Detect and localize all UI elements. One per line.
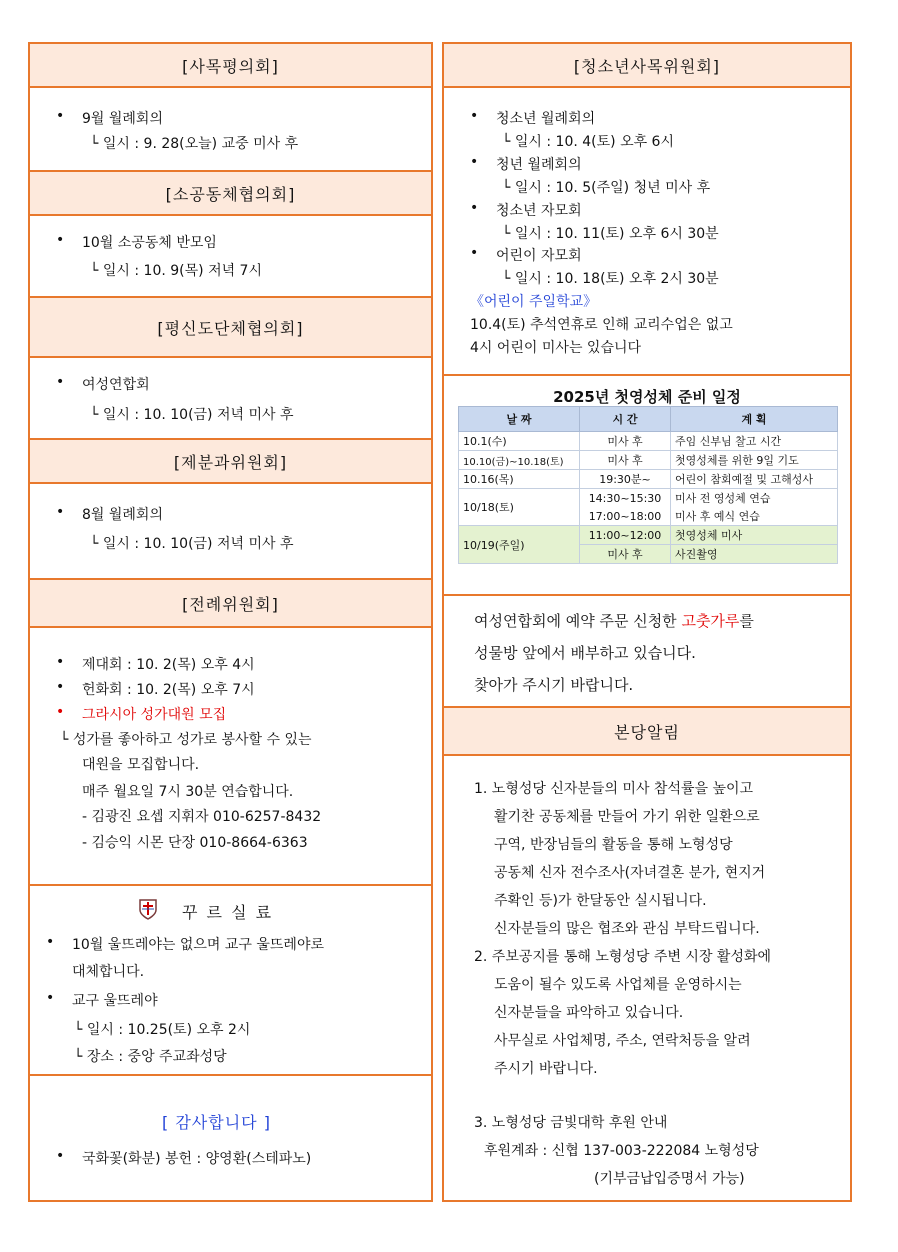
table-cell: 미사 후	[580, 451, 671, 470]
list-item: • 국화꽃(화분) 봉헌 : 양영환(스테파노)	[82, 1148, 311, 1168]
notice-text-part: 여성연합회에 예약 주문 신청한	[474, 612, 682, 630]
list-item: • 제대회 : 10. 2(목) 오후 4시	[82, 654, 255, 674]
section-header-liturgy	[30, 578, 431, 628]
notice-text: 찾아가 주시기 바랍니다.	[474, 676, 634, 694]
table-row	[459, 451, 838, 470]
notice-text	[474, 610, 754, 631]
list-item: • 10월 소공동체 반모임	[82, 232, 217, 252]
notice-text: 구역, 반장님들의 활동을 통해 노형성당	[494, 837, 733, 853]
list-detail: └ 일시 : 10. 11(토) 오후 6시 30분	[502, 226, 719, 242]
table-cell: 미사 후	[580, 545, 671, 564]
section-header-youth-ministry	[444, 44, 850, 88]
notice-text: 1. 노형성당 신자분들의 미사 참석률을 높이고	[474, 781, 754, 797]
notice-text: 주확인 등)가 한달동안 실시됩니다.	[494, 893, 707, 909]
table-row	[459, 470, 838, 489]
divider	[444, 594, 850, 596]
section-title: [사목평의회]	[182, 56, 279, 76]
table-cell: 주임 신부님 찰고 시간	[671, 432, 838, 451]
list-item: • 여성연합회	[82, 374, 150, 394]
list-detail: └ 일시 : 10. 9(목) 저녁 7시	[90, 263, 262, 279]
notice-text: 10.4(토) 추석연휴로 인해 교리수업은 없고	[470, 317, 733, 333]
table-cell: 10.1(수)	[459, 432, 580, 451]
table-cell: 17:00~18:00	[580, 507, 671, 526]
list-detail: └ 일시 : 9. 28(오늘) 교중 미사 후	[90, 136, 299, 152]
table-row	[459, 432, 838, 451]
list-detail: └ 일시 : 10. 10(금) 저녁 미사 후	[90, 536, 294, 552]
list-detail: └ 일시 : 10. 10(금) 저녁 미사 후	[90, 407, 294, 423]
notice-text: 3. 노형성당 금빛대학 후원 안내	[474, 1115, 668, 1131]
list-item: • 9월 월례회의	[82, 108, 163, 128]
list-item: • 어린이 자모회	[496, 245, 582, 265]
table-row	[459, 526, 838, 545]
list-detail: └ 일시 : 10.25(토) 오후 2시	[74, 1022, 251, 1038]
table-header: 날 짜	[459, 407, 580, 432]
table-cell: 사진촬영	[671, 545, 838, 564]
section-title: 본당알림	[614, 722, 680, 742]
notice-text: (기부금납입증명서 가능)	[594, 1171, 745, 1187]
section-title: [청소년사목위원회]	[573, 56, 721, 76]
section-header-laity-council	[30, 296, 431, 358]
section-title: [ 감사합니다 ]	[162, 1113, 271, 1132]
table-cell: 미사 전 영성체 연습	[671, 489, 838, 508]
contact-line: - 김승익 시몬 단장 010-8664-6363	[82, 835, 308, 851]
table-cell: 10.16(목)	[459, 470, 580, 489]
schedule-title: 2025년 첫영성체 준비 일정	[553, 388, 741, 406]
section-header-small-community	[30, 170, 431, 216]
cursillo-header	[138, 898, 273, 924]
notice-text: 신자분들을 파악하고 있습니다.	[494, 1005, 684, 1021]
donation-account: 후원계좌 : 신협 137-003-222084 노형성당	[484, 1143, 759, 1159]
table-cell: 10/19(주일)	[459, 526, 580, 564]
section-header-pastoral-council	[30, 44, 431, 88]
list-item: • 청소년 월례회의	[496, 108, 595, 128]
section-title: 꾸 르 실 료	[182, 902, 274, 922]
table-cell: 19:30분~	[580, 470, 671, 489]
cursillo-emblem-icon	[138, 898, 158, 924]
section-title: [평신도단체협의회]	[157, 318, 304, 338]
section-header-subcommittee	[30, 438, 431, 484]
table-cell: 첫영성체 미사	[671, 526, 838, 545]
table-cell: 10.10(금)~10.18(토)	[459, 451, 580, 470]
notice-text-part: 를	[739, 612, 754, 630]
table-row	[459, 489, 838, 508]
notice-text: 공동체 신자 전수조사(자녀결혼 분가, 현지거	[494, 865, 766, 881]
table-cell: 첫영성체를 위한 9일 기도	[671, 451, 838, 470]
list-item: • 헌화회 : 10. 2(목) 오후 7시	[82, 679, 255, 699]
list-detail: └ 일시 : 10. 18(토) 오후 2시 30분	[502, 271, 719, 287]
table-cell: 11:00~12:00	[580, 526, 671, 545]
list-item: • 8월 월례회의	[82, 504, 163, 524]
divider	[30, 1074, 431, 1076]
table-header: 계 획	[671, 407, 838, 432]
notice-highlight: 고춧가루	[681, 612, 740, 630]
notice-text: 도움이 될수 있도록 사업체를 운영하시는	[494, 977, 742, 993]
list-detail: 대원을 모집합니다.	[82, 757, 200, 773]
table-cell: 10/18(토)	[459, 489, 580, 526]
table-cell: 14:30~15:30	[580, 489, 671, 508]
notice-text: 신자분들의 많은 협조와 관심 부탁드립니다.	[494, 921, 760, 937]
table-cell: 어린이 참회예절 및 고해성사	[671, 470, 838, 489]
first-communion-schedule	[444, 376, 850, 594]
section-title: [제분과위원회]	[173, 452, 288, 472]
contact-line: - 김광진 요셉 지휘자 010-6257-8432	[82, 809, 322, 825]
sunday-school-title: 《어린이 주일학교》	[470, 294, 598, 310]
section-title: [전례위원회]	[182, 594, 279, 614]
section-cursillo	[30, 886, 431, 1076]
list-detail: └ 장소 : 중앙 주교좌성당	[74, 1049, 227, 1065]
list-item: • 청년 월례회의	[496, 154, 582, 174]
section-title: [소공동체협의회]	[165, 184, 296, 204]
notice-text: 사무실로 사업체명, 주소, 연락처등을 알려	[494, 1033, 751, 1049]
choir-recruit-title: • 그라시아 성가대원 모집	[82, 704, 226, 724]
table-cell: 미사 후	[580, 432, 671, 451]
list-item: • 청소년 자모회	[496, 200, 582, 220]
list-item: • 교구 울뜨레야	[72, 990, 158, 1010]
schedule-table	[458, 406, 838, 564]
notice-text: 4시 어린이 미사는 있습니다	[470, 340, 642, 356]
notice-text: 2. 주보공지를 통해 노형성당 주변 시장 활성화에	[474, 949, 772, 965]
table-cell: 미사 후 예식 연습	[671, 507, 838, 526]
section-header-parish-news	[444, 706, 850, 756]
notice-text: 성물방 앞에서 배부하고 있습니다.	[474, 644, 696, 662]
right-column	[442, 42, 852, 1202]
list-detail: └ 일시 : 10. 4(토) 오후 6시	[502, 134, 674, 150]
notice-text: 주시기 바랍니다.	[494, 1061, 598, 1077]
notice-text: 활기찬 공동체를 만들어 가기 위한 일환으로	[494, 809, 760, 825]
table-header: 시 간	[580, 407, 671, 432]
list-detail: └ 일시 : 10. 5(주일) 청년 미사 후	[502, 180, 711, 196]
list-detail: └ 성가를 좋아하고 성가로 봉사할 수 있는	[60, 732, 312, 748]
list-detail: 매주 월요일 7시 30분 연습합니다.	[82, 784, 294, 800]
left-column	[28, 42, 433, 1202]
list-item: • 10월 울뜨레야는 없으며 교구 울뜨레야로	[72, 934, 324, 954]
list-detail: 대체합니다.	[72, 964, 145, 980]
